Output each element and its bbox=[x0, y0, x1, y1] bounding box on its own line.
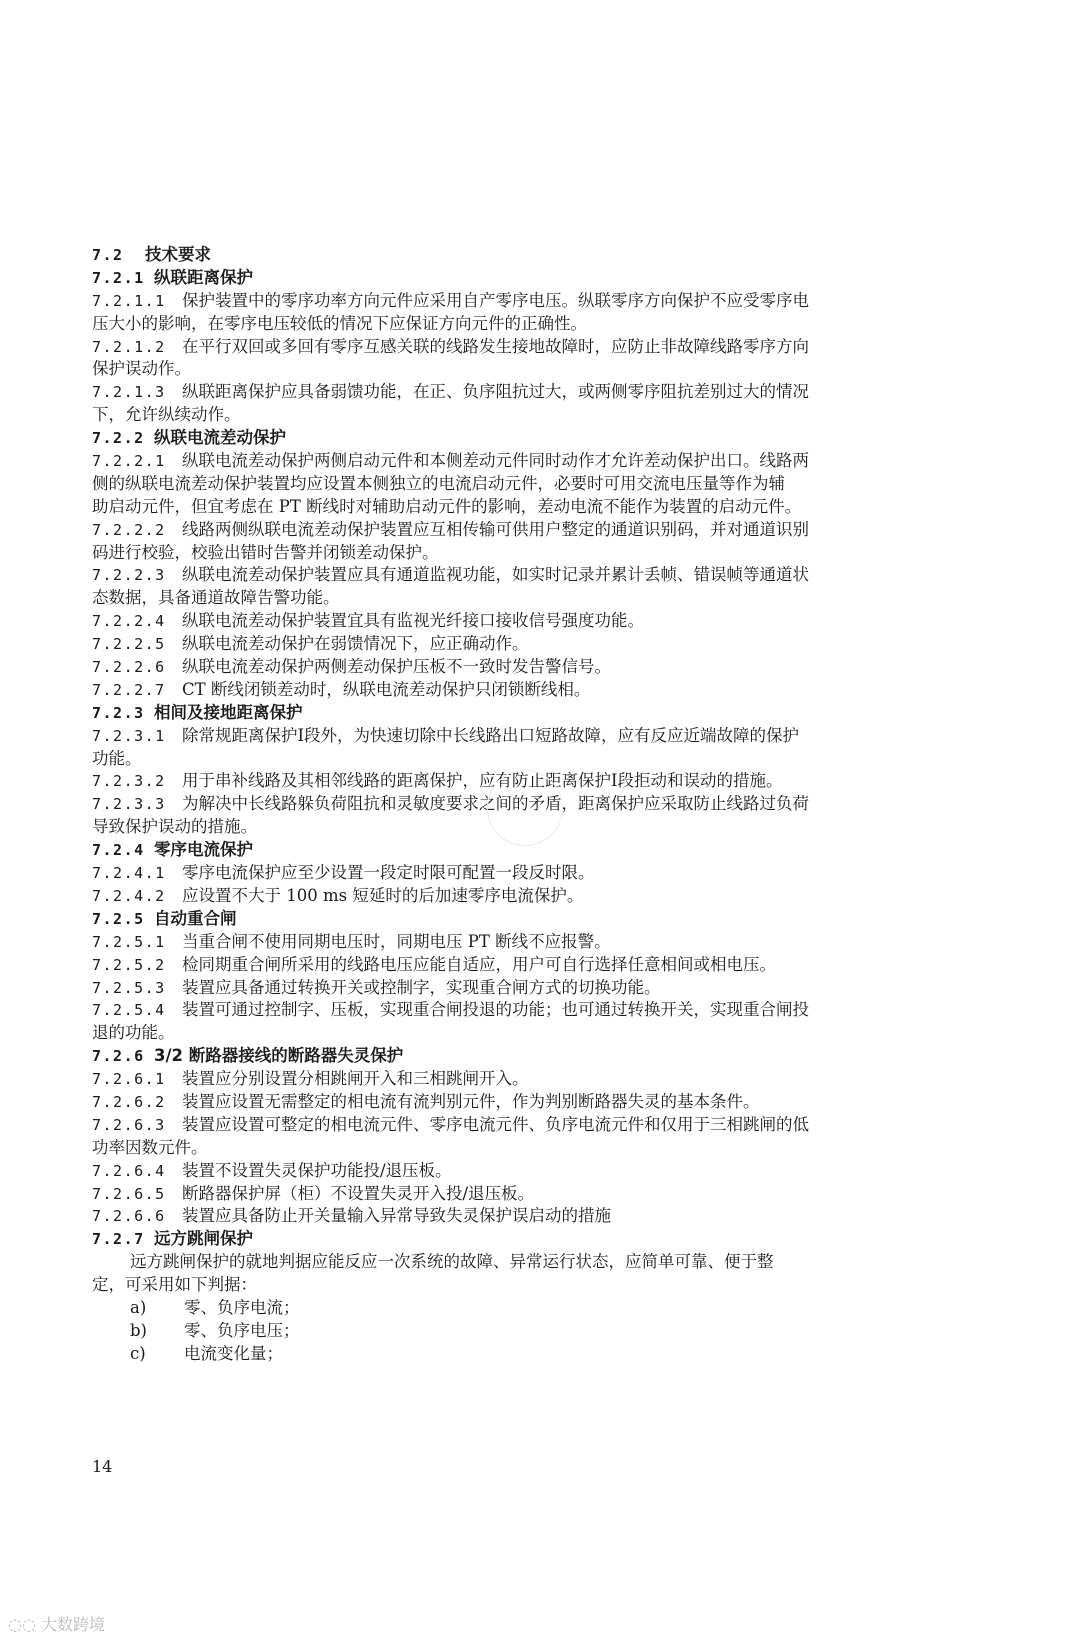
clause-number: 7.2.6.2 bbox=[92, 1092, 166, 1111]
clause-text: 装置应设置无需整定的相电流有流判别元件，作为判别断路器失灵的基本条件。 bbox=[182, 1091, 760, 1111]
subsection-heading bbox=[92, 908, 930, 931]
clause-line bbox=[92, 587, 930, 610]
clause-line bbox=[92, 977, 930, 1000]
clause-line bbox=[92, 999, 930, 1022]
clause-line bbox=[92, 519, 930, 542]
subsection-list bbox=[92, 267, 930, 1251]
subsection-number: 7.2.2 bbox=[92, 429, 145, 448]
criteria-list bbox=[92, 1297, 930, 1366]
clause-line bbox=[92, 1114, 930, 1137]
clause-line bbox=[92, 1091, 930, 1114]
clause-number: 7.2.1.1 bbox=[92, 291, 166, 310]
clause bbox=[92, 1114, 930, 1160]
clause-line bbox=[92, 725, 930, 748]
clause-line bbox=[92, 290, 930, 313]
clause-number: 7.2.2.5 bbox=[92, 635, 166, 654]
list-item-label: a) bbox=[130, 1297, 147, 1317]
section-title: 技术要求 bbox=[145, 245, 211, 264]
clause-text: 态数据，具备通道故障告警功能。 bbox=[92, 588, 340, 608]
clause-line bbox=[92, 473, 930, 496]
clause bbox=[92, 450, 930, 519]
clause bbox=[92, 290, 930, 336]
clause-text: 用于串补线路及其相邻线路的距离保护，应有防止距离保护Ⅰ段拒动和误动的措施。 bbox=[182, 771, 783, 791]
clause bbox=[92, 862, 930, 885]
clause-number: 7.2.4.2 bbox=[92, 886, 166, 905]
clause-text: 为解决中长线路躲负荷阻抗和灵敏度要求之间的矛盾，距离保护应采取防止线路过负荷 bbox=[182, 794, 809, 814]
clause-line bbox=[92, 358, 930, 381]
subsection-number: 7.2.6 bbox=[92, 1047, 145, 1066]
clause bbox=[92, 656, 930, 679]
clause-text: 导致保护误动的措施。 bbox=[92, 817, 257, 837]
clause-line bbox=[92, 610, 930, 633]
subsection-number: 7.2.1 bbox=[92, 268, 145, 287]
clause-line bbox=[92, 656, 930, 679]
clause-number: 7.2.1.2 bbox=[92, 337, 166, 356]
page-number: 14 bbox=[92, 1457, 113, 1476]
subsection-number: 7.2.5 bbox=[92, 909, 145, 928]
subsection-heading bbox=[92, 1045, 930, 1068]
subsection-heading bbox=[92, 267, 930, 290]
clause-number: 7.2.5.2 bbox=[92, 955, 166, 974]
clause-number: 7.2.5.4 bbox=[92, 1001, 166, 1020]
subsection-number: 7.2.3 bbox=[92, 703, 145, 722]
subsection-heading bbox=[92, 702, 930, 725]
clause-text: 线路两侧纵联电流差动保护装置应互相传输可供用户整定的通道识别码，并对通道识别 bbox=[182, 519, 809, 539]
clause-line bbox=[92, 450, 930, 473]
clause-text: 装置应具备防止开关量输入异常导致失灵保护误启动的措施 bbox=[182, 1206, 611, 1226]
paragraph-line: 定，可采用如下判据： bbox=[92, 1275, 257, 1295]
clause-line bbox=[92, 313, 930, 336]
list-item bbox=[130, 1343, 930, 1366]
clause-text: 纵联电流差动保护两侧差动保护压板不一致时发告警信号。 bbox=[182, 657, 611, 677]
clause-line bbox=[92, 633, 930, 656]
clause-line bbox=[92, 1160, 930, 1183]
clause-line bbox=[92, 336, 930, 359]
clause-text: 装置应具备通过转换开关或控制字，实现重合闸方式的切换功能。 bbox=[182, 977, 661, 997]
clause-text: 装置应设置可整定的相电流元件、零序电流元件、负序电流元件和仅用于三相跳闸的低 bbox=[182, 1114, 809, 1134]
clause-number: 7.2.6.5 bbox=[92, 1184, 166, 1203]
section-heading bbox=[92, 244, 930, 267]
list-item-label: b) bbox=[130, 1320, 147, 1340]
list-item bbox=[130, 1320, 930, 1343]
clause bbox=[92, 977, 930, 1000]
clause-line bbox=[92, 1205, 930, 1228]
list-item-text: 电流变化量； bbox=[184, 1343, 283, 1363]
clause-number: 7.2.2.4 bbox=[92, 612, 166, 631]
subsection-heading bbox=[92, 427, 930, 450]
clause-number: 7.2.2.3 bbox=[92, 566, 166, 585]
clause-text: 纵联电流差动保护装置宜具有监视光纤接口接收信号强度功能。 bbox=[182, 611, 644, 631]
clause bbox=[92, 725, 930, 771]
clause bbox=[92, 1183, 930, 1206]
subsection-title: 零序电流保护 bbox=[154, 840, 253, 860]
clause bbox=[92, 564, 930, 610]
clause-text: 保护误动作。 bbox=[92, 359, 191, 379]
clause-text: 压大小的影响，在零序电压较低的情况下应保证方向元件的正确性。 bbox=[92, 313, 587, 333]
subsection-title: 纵联距离保护 bbox=[154, 267, 253, 287]
clause-text: 退的功能。 bbox=[92, 1023, 175, 1043]
subsection-title: 远方跳闸保护 bbox=[154, 1229, 253, 1249]
clause-text: 装置可通过控制字、压板，实现重合闸投退的功能；也可通过转换开关，实现重合闸投 bbox=[182, 1000, 809, 1020]
clause-text: 在平行双回或多回有零序互感关联的线路发生接地故障时，应防止非故障线路零序方向 bbox=[182, 336, 809, 356]
clause bbox=[92, 633, 930, 656]
clause-number: 7.2.3.3 bbox=[92, 795, 166, 814]
clause-text: 功率因数元件。 bbox=[92, 1137, 208, 1157]
clause-number: 7.2.5.3 bbox=[92, 978, 166, 997]
clause-text: 纵联电流差动保护在弱馈情况下，应正确动作。 bbox=[182, 634, 529, 654]
clause-text: 断路器保护屏（柜）不设置失灵开入投/退压板。 bbox=[182, 1183, 535, 1203]
list-item-label: c) bbox=[130, 1343, 146, 1363]
subsection-title: 相间及接地距离保护 bbox=[154, 702, 303, 722]
clause bbox=[92, 999, 930, 1045]
clause bbox=[92, 954, 930, 977]
clause-text: 侧的纵联电流差动保护装置均应设置本侧独立的电流启动元件，必要时可用交流电压量等作为辅 bbox=[92, 473, 785, 493]
clause bbox=[92, 1068, 930, 1091]
clause-line bbox=[92, 885, 930, 908]
clause-text: 检同期重合闸所采用的线路电压应能自适应，用户可自行选择任意相间或相电压。 bbox=[182, 954, 776, 974]
clause-text: 码进行校验，校验出错时告警并闭锁差动保护。 bbox=[92, 542, 439, 562]
clause-line bbox=[92, 1022, 930, 1045]
clause-number: 7.2.5.1 bbox=[92, 932, 166, 951]
watermark-text: 大数跨境 bbox=[41, 1615, 106, 1634]
clause-text: 保护装置中的零序功率方向元件应采用自产零序电压。纵联零序方向保护不应受零序电 bbox=[182, 290, 809, 310]
clause bbox=[92, 381, 930, 427]
clause-number: 7.2.4.1 bbox=[92, 864, 166, 883]
clause-text: 纵联距离保护应具备弱馈功能，在正、负序阻抗过大，或两侧零序阻抗差别过大的情况 bbox=[182, 382, 809, 402]
clause-text: 助启动元件，但宜考虑在 PT 断线时对辅助启动元件的影响，差动电流不能作为装置的启动元件。 bbox=[92, 496, 802, 516]
subsection-number: 7.2.4 bbox=[92, 841, 145, 860]
clause bbox=[92, 885, 930, 908]
clause-line bbox=[92, 748, 930, 771]
clause-number: 7.2.6.3 bbox=[92, 1115, 166, 1134]
clause-text: 除常规距离保护Ⅰ段外，为快速切除中长线路出口短路故障，应有反应近端故障的保护 bbox=[182, 725, 800, 745]
clause bbox=[92, 1205, 930, 1228]
clause-text: 零序电流保护应至少设置一段定时限可配置一段反时限。 bbox=[182, 863, 595, 883]
list-item bbox=[130, 1297, 930, 1320]
clause bbox=[92, 610, 930, 633]
clause-number: 7.2.1.3 bbox=[92, 383, 166, 402]
clause-line bbox=[92, 1068, 930, 1091]
clause-line bbox=[92, 1183, 930, 1206]
clause-text: 纵联电流差动保护装置应具有通道监视功能，如实时记录并累计丢帧、错误帧等通道状 bbox=[182, 565, 809, 585]
clause-number: 7.2.2.1 bbox=[92, 452, 166, 471]
clause-line bbox=[92, 954, 930, 977]
clause bbox=[92, 336, 930, 382]
clause-text: 装置应分别设置分相跳闸开入和三相跳闸开入。 bbox=[182, 1069, 529, 1089]
clause-number: 7.2.6.6 bbox=[92, 1207, 166, 1226]
clause-line bbox=[92, 1137, 930, 1160]
clause-number: 7.2.2.6 bbox=[92, 658, 166, 677]
clause bbox=[92, 1160, 930, 1183]
clause-line bbox=[92, 862, 930, 885]
faint-stamp-mark bbox=[487, 770, 563, 846]
clause-line bbox=[92, 564, 930, 587]
list-item-text: 零、负序电流； bbox=[184, 1297, 300, 1317]
clause-number: 7.2.2.2 bbox=[92, 520, 166, 539]
clause bbox=[92, 519, 930, 565]
clause-number: 7.2.3.1 bbox=[92, 726, 166, 745]
clause-text: 应设置不大于 100 ms 短延时的后加速零序电流保护。 bbox=[182, 885, 584, 905]
subsection-title: 3/2 断路器接线的断路器失灵保护 bbox=[154, 1046, 404, 1066]
clause-number: 7.2.6.4 bbox=[92, 1161, 166, 1180]
clause-text: 当重合闸不使用同期电压时，同期电压 PT 断线不应报警。 bbox=[182, 931, 611, 951]
list-item-text: 零、负序电压； bbox=[184, 1320, 300, 1340]
clause bbox=[92, 679, 930, 702]
subsection-number: 7.2.7 bbox=[92, 1230, 145, 1249]
subsection-heading bbox=[92, 1228, 930, 1251]
watermark bbox=[8, 1612, 105, 1635]
subsection-title: 纵联电流差动保护 bbox=[154, 428, 286, 448]
clause-line bbox=[92, 404, 930, 427]
clause-text: 下，允许纵续动作。 bbox=[92, 405, 241, 425]
clause-line bbox=[92, 381, 930, 404]
subsection-title: 自动重合闸 bbox=[154, 908, 237, 928]
clause-text: 功能。 bbox=[92, 748, 142, 768]
clause-line bbox=[92, 496, 930, 519]
clause-text: CT 断线闭锁差动时，纵联电流差动保护只闭锁断线相。 bbox=[182, 679, 591, 699]
clause-line bbox=[92, 679, 930, 702]
clause-text: 装置不设置失灵保护功能投/退压板。 bbox=[182, 1160, 452, 1180]
section-number: 7.2 bbox=[92, 246, 124, 264]
clause bbox=[92, 1091, 930, 1114]
clause-text: 纵联电流差动保护两侧启动元件和本侧差动元件同时动作才允许差动保护出口。线路两 bbox=[182, 451, 809, 471]
remote-trip-paragraph bbox=[92, 1251, 930, 1297]
clause bbox=[92, 931, 930, 954]
watermark-icon: ◌◌ bbox=[8, 1615, 42, 1634]
clause-number: 7.2.6.1 bbox=[92, 1070, 166, 1089]
clause-line bbox=[92, 931, 930, 954]
paragraph-line: 远方跳闸保护的就地判据应能反应一次系统的故障、异常运行状态，应简单可靠、便于整 bbox=[130, 1252, 774, 1272]
clause-number: 7.2.3.2 bbox=[92, 772, 166, 791]
clause-line bbox=[92, 542, 930, 565]
clause-number: 7.2.2.7 bbox=[92, 680, 166, 699]
